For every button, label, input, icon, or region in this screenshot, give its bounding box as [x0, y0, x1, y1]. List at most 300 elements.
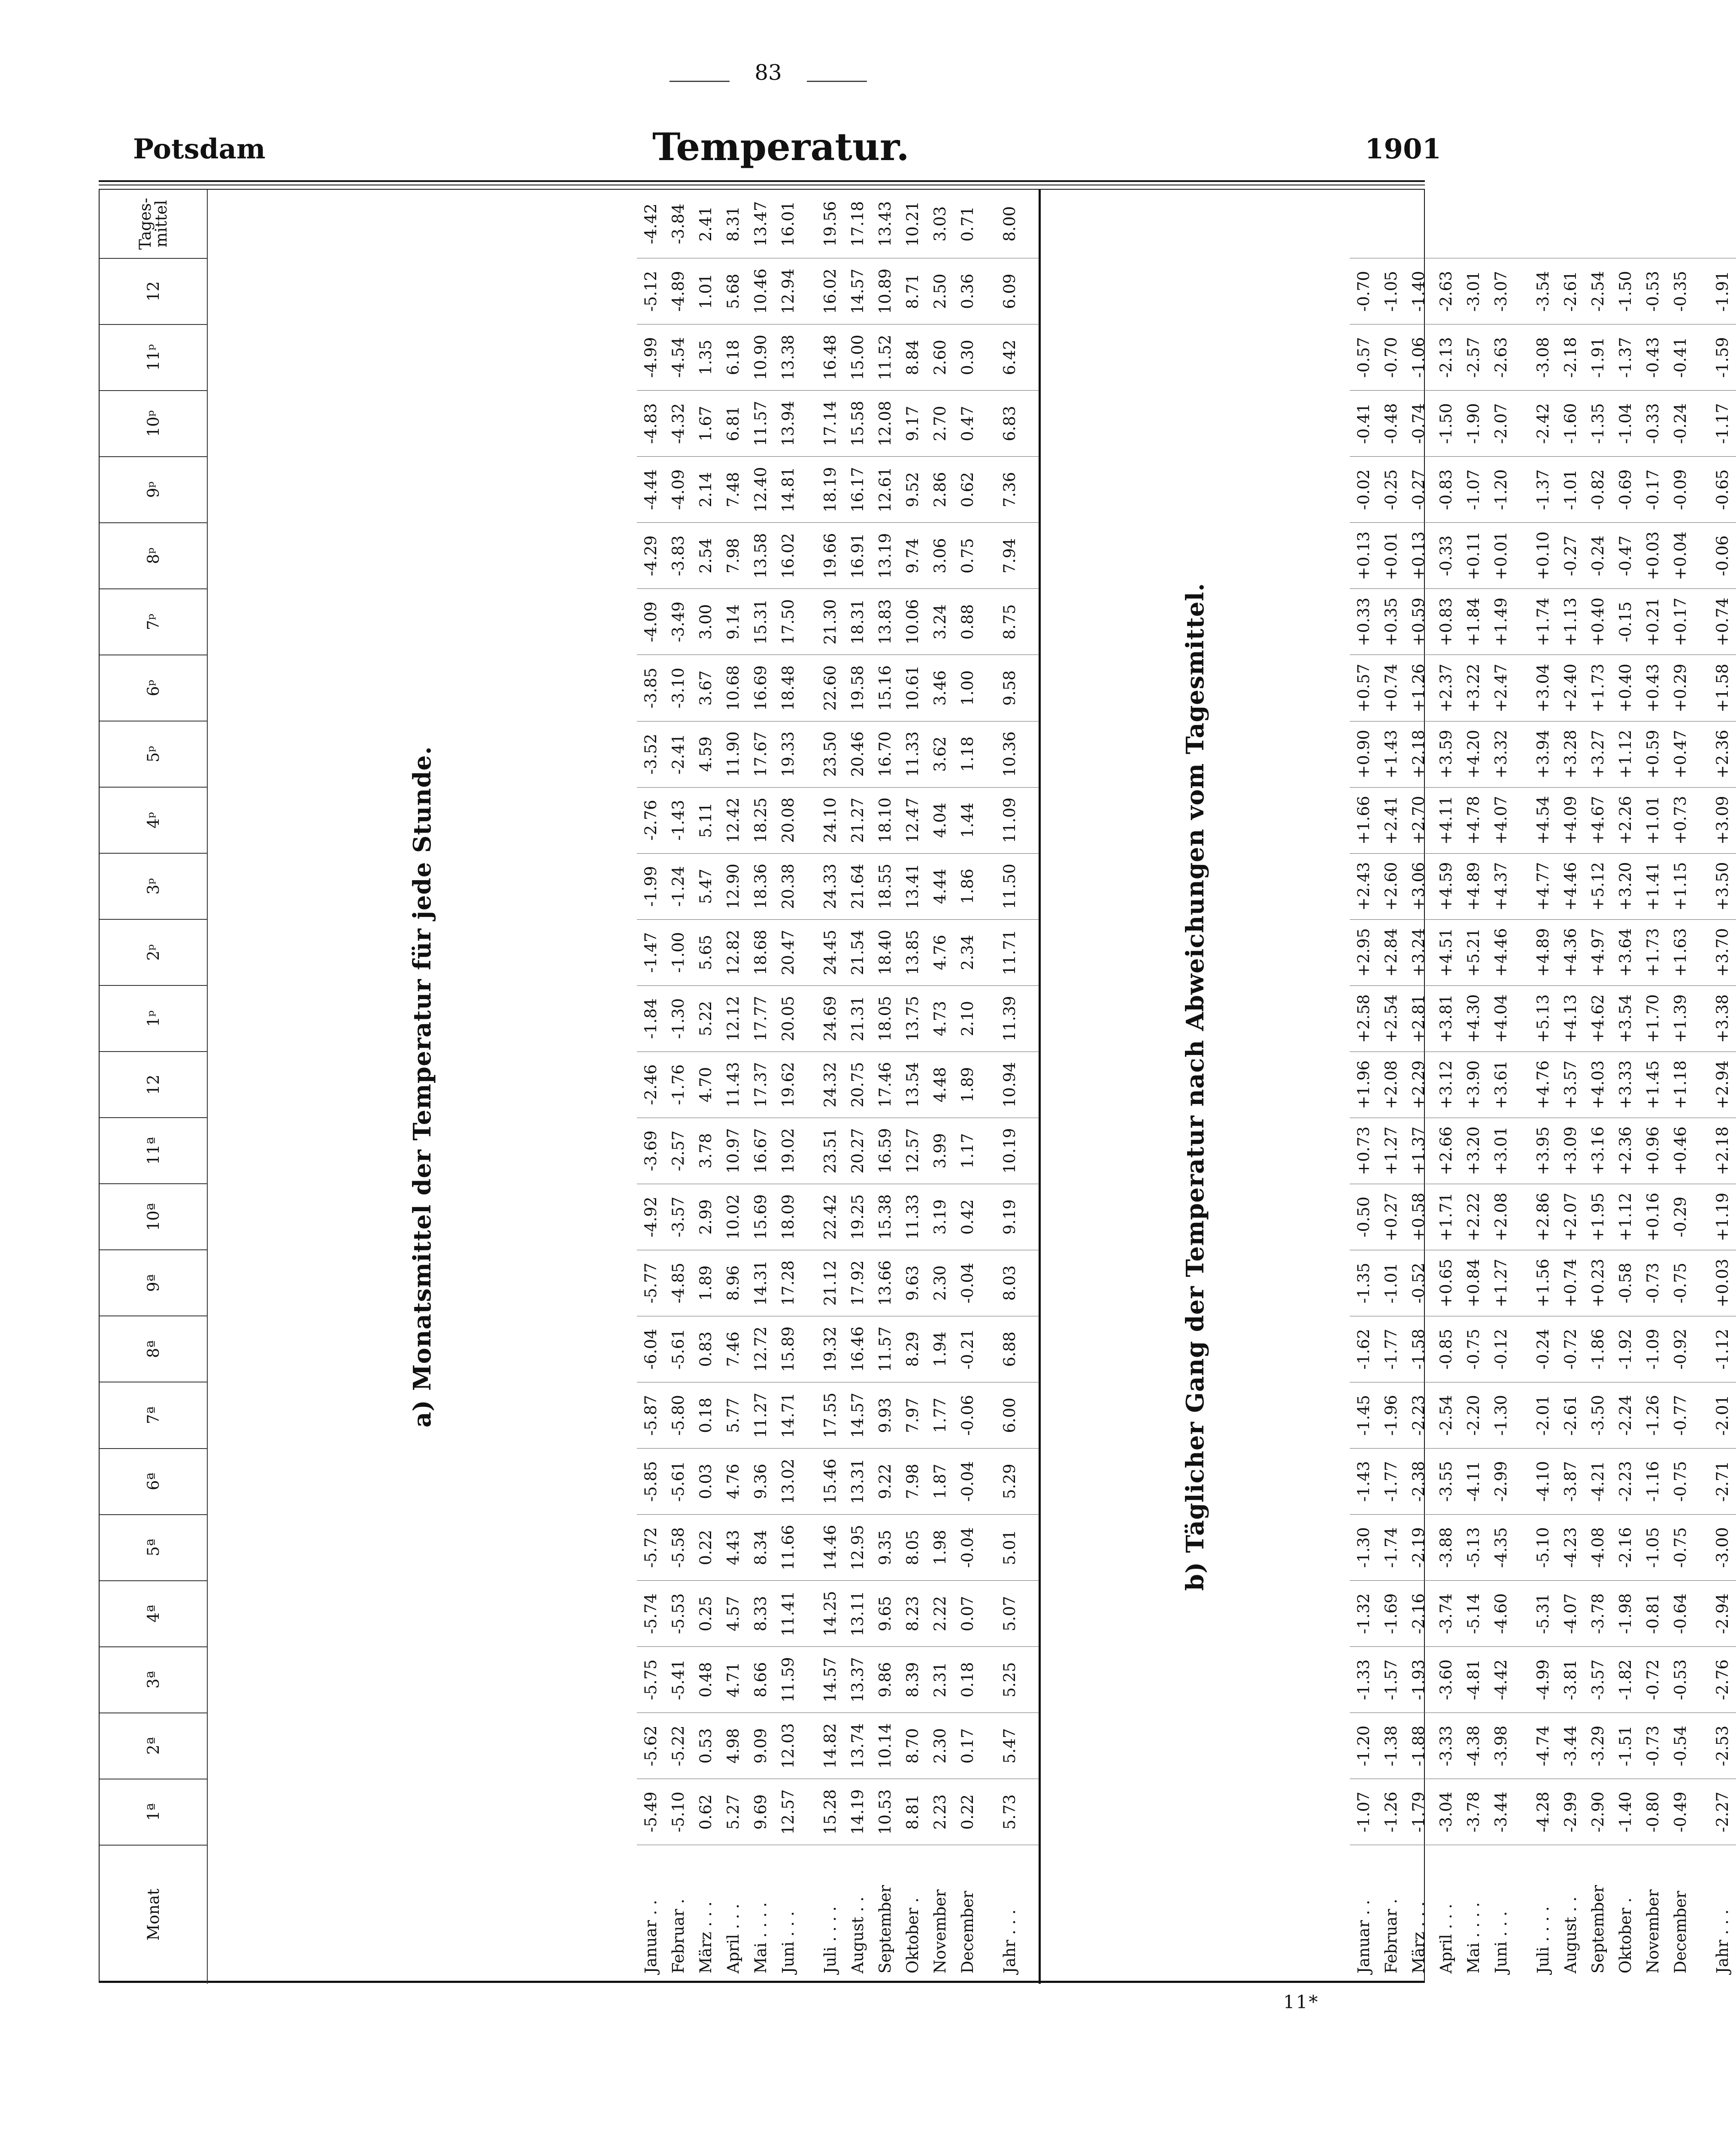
value-cell: 9.58 — [996, 655, 1023, 721]
spacer-cell — [802, 1581, 816, 1647]
value-cell: 15.58 — [844, 391, 871, 457]
value-cell: +4.54 — [1529, 787, 1557, 853]
value-cell: 11.43 — [719, 1052, 747, 1118]
table-row — [996, 190, 1023, 1984]
value-cell: +0.90 — [1350, 721, 1377, 787]
value-cell: 1.44 — [954, 787, 981, 853]
spacer-cell — [802, 1647, 816, 1713]
column-header-month: Monat — [100, 1845, 207, 1984]
value-cell: +2.36 — [1612, 1118, 1639, 1184]
spacer-cell — [981, 1449, 996, 1515]
value-cell: +3.22 — [1460, 655, 1487, 721]
spacer-cell — [981, 1581, 996, 1647]
spacer-cell — [1515, 1647, 1529, 1713]
value-cell: 9.17 — [899, 391, 926, 457]
value-cell: +3.16 — [1584, 1118, 1612, 1184]
value-cell: +1.70 — [1639, 985, 1666, 1052]
value-cell: -0.24 — [1584, 523, 1612, 589]
value-cell: 3.00 — [692, 589, 719, 655]
value-cell: +1.19 — [1709, 1184, 1736, 1250]
value-cell: -3.88 — [1432, 1515, 1460, 1581]
value-cell: 11.66 — [774, 1515, 802, 1581]
value-cell: 3.67 — [692, 655, 719, 721]
value-cell: 20.75 — [844, 1052, 871, 1118]
value-cell: -5.58 — [664, 1515, 692, 1581]
value-cell: -0.77 — [1666, 1382, 1694, 1448]
value-cell: -3.84 — [664, 190, 692, 258]
column-header-daily-mean: Tages-mittel — [100, 190, 207, 258]
value-cell: -2.42 — [1529, 391, 1557, 457]
value-cell: +5.12 — [1584, 853, 1612, 919]
spacer-cell — [1023, 1382, 1040, 1448]
spacer-cell — [1694, 1118, 1709, 1184]
value-cell: -1.20 — [1487, 457, 1515, 523]
value-cell: 8.00 — [996, 190, 1023, 258]
value-cell: -0.73 — [1639, 1250, 1666, 1316]
spacer-cell — [802, 787, 816, 853]
spacer-cell — [1023, 1779, 1040, 1845]
value-cell: +1.13 — [1557, 589, 1584, 655]
table-row — [1557, 190, 1584, 1984]
value-cell: 1.98 — [926, 1515, 954, 1581]
value-cell: +0.23 — [1584, 1250, 1612, 1316]
value-cell: -1.76 — [664, 1052, 692, 1118]
value-cell: -3.83 — [664, 523, 692, 589]
value-cell: -2.90 — [1584, 1779, 1612, 1845]
value-cell: 1.67 — [692, 391, 719, 457]
value-cell: 1.86 — [954, 853, 981, 919]
value-cell: -1.59 — [1709, 324, 1736, 391]
spacer-cell — [1515, 1118, 1529, 1184]
value-cell: 4.71 — [719, 1647, 747, 1713]
value-cell: 9.19 — [996, 1184, 1023, 1250]
value-cell: -5.10 — [664, 1779, 692, 1845]
value-cell: 13.47 — [747, 190, 774, 258]
table-row — [637, 190, 664, 1984]
value-cell: 7.98 — [719, 523, 747, 589]
value-cell: -2.16 — [1405, 1581, 1432, 1647]
table-row — [719, 190, 747, 1984]
spacer-cell — [1515, 324, 1529, 391]
value-cell: +0.96 — [1639, 1118, 1666, 1184]
spacer-cell — [802, 324, 816, 391]
spacer-cell — [981, 853, 996, 919]
value-cell: -1.88 — [1405, 1713, 1432, 1779]
value-cell: 13.31 — [844, 1449, 871, 1515]
value-cell: 4.98 — [719, 1713, 747, 1779]
value-cell: +4.89 — [1529, 919, 1557, 985]
value-cell: 2.30 — [926, 1250, 954, 1316]
value-cell: 13.43 — [871, 190, 899, 258]
spacer-cell — [1515, 1449, 1529, 1515]
header-rule — [99, 180, 1425, 182]
value-cell: 5.47 — [996, 1713, 1023, 1779]
column-header-hour: 4ª — [100, 1581, 207, 1647]
value-cell: -1.93 — [1405, 1647, 1432, 1713]
value-cell: -1.26 — [1639, 1382, 1666, 1448]
spacer-cell — [1694, 190, 1709, 258]
value-cell: -2.94 — [1709, 1581, 1736, 1647]
spacer-cell — [1515, 1382, 1529, 1448]
value-cell: -4.44 — [637, 457, 664, 523]
value-cell: -1.86 — [1584, 1316, 1612, 1382]
value-cell: +4.46 — [1487, 919, 1515, 985]
value-cell: +3.27 — [1584, 721, 1612, 787]
table-row — [692, 190, 719, 1984]
value-cell: -0.15 — [1612, 589, 1639, 655]
value-cell — [1405, 190, 1432, 258]
value-cell: 6.88 — [996, 1316, 1023, 1382]
value-cell: -0.43 — [1639, 324, 1666, 391]
value-cell: -5.53 — [664, 1581, 692, 1647]
value-cell: 14.82 — [816, 1713, 844, 1779]
value-cell: 9.86 — [871, 1647, 899, 1713]
value-cell: +4.89 — [1460, 853, 1487, 919]
value-cell: 13.75 — [899, 985, 926, 1052]
spacer-cell — [1694, 258, 1709, 324]
value-cell: 11.52 — [871, 324, 899, 391]
value-cell: 4.59 — [692, 721, 719, 787]
value-cell: -1.37 — [1529, 457, 1557, 523]
value-cell: -0.06 — [1709, 523, 1736, 589]
value-cell: 4.44 — [926, 853, 954, 919]
value-cell: -2.54 — [1432, 1382, 1460, 1448]
value-cell: 2.70 — [926, 391, 954, 457]
value-cell: -5.41 — [664, 1647, 692, 1713]
value-cell: 1.18 — [954, 721, 981, 787]
value-cell: -1.12 — [1709, 1316, 1736, 1382]
value-cell: -4.09 — [637, 589, 664, 655]
value-cell: 18.40 — [871, 919, 899, 985]
value-cell: +0.29 — [1666, 655, 1694, 721]
spacer-cell — [1694, 1449, 1709, 1515]
value-cell — [1377, 190, 1405, 258]
value-cell: 7.94 — [996, 523, 1023, 589]
value-cell: -4.85 — [664, 1250, 692, 1316]
value-cell: -0.33 — [1639, 391, 1666, 457]
value-cell: 11.57 — [871, 1316, 899, 1382]
value-cell: -5.49 — [637, 1779, 664, 1845]
value-cell: -4.99 — [1529, 1647, 1557, 1713]
value-cell: +0.84 — [1460, 1250, 1487, 1316]
value-cell: -3.50 — [1584, 1382, 1612, 1448]
value-cell: 11.57 — [747, 391, 774, 457]
value-cell: 16.69 — [747, 655, 774, 721]
value-cell: 6.42 — [996, 324, 1023, 391]
value-cell: +3.90 — [1460, 1052, 1487, 1118]
value-cell: -3.55 — [1432, 1449, 1460, 1515]
spacer-cell — [1023, 787, 1040, 853]
column-header-hour: 10ᵖ — [100, 391, 207, 457]
spacer-cell — [802, 853, 816, 919]
value-cell: 21.64 — [844, 853, 871, 919]
page-number-dash-left — [670, 81, 730, 82]
value-cell: +0.58 — [1405, 1184, 1432, 1250]
value-cell: 18.68 — [747, 919, 774, 985]
month-label: Mai . . . . — [1464, 1902, 1483, 1973]
value-cell: +0.33 — [1350, 589, 1377, 655]
value-cell: 9.52 — [899, 457, 926, 523]
spacer-cell — [1515, 391, 1529, 457]
spacer-cell — [981, 1647, 996, 1713]
spacer-cell — [981, 1382, 996, 1448]
value-cell: 17.18 — [844, 190, 871, 258]
spacer-cell — [1515, 1052, 1529, 1118]
value-cell: -4.60 — [1487, 1581, 1515, 1647]
value-cell: 2.86 — [926, 457, 954, 523]
value-cell: +0.65 — [1432, 1250, 1460, 1316]
value-cell: 19.25 — [844, 1184, 871, 1250]
value-cell: 16.67 — [747, 1118, 774, 1184]
value-cell: +4.09 — [1557, 787, 1584, 853]
value-cell: +4.67 — [1584, 787, 1612, 853]
spacer-cell — [981, 655, 996, 721]
value-cell: -4.83 — [637, 391, 664, 457]
value-cell: 13.37 — [844, 1647, 871, 1713]
spacer-cell — [1515, 258, 1529, 324]
value-cell: 15.28 — [816, 1779, 844, 1845]
column-header-hour: 12 — [100, 1052, 207, 1118]
value-cell: +1.37 — [1405, 1118, 1432, 1184]
value-cell: +0.83 — [1432, 589, 1460, 655]
value-cell — [1460, 190, 1487, 258]
section-b-title-row — [1040, 190, 1350, 1984]
value-cell: 12.42 — [719, 787, 747, 853]
value-cell: 2.41 — [692, 190, 719, 258]
value-cell: +2.43 — [1350, 853, 1377, 919]
value-cell: 21.30 — [816, 589, 844, 655]
value-cell: +4.97 — [1584, 919, 1612, 985]
spacer-cell — [1694, 1382, 1709, 1448]
value-cell: 5.29 — [996, 1449, 1023, 1515]
value-cell: +3.09 — [1557, 1118, 1584, 1184]
value-cell: +2.18 — [1405, 721, 1432, 787]
month-label: März . . . — [696, 1901, 715, 1973]
value-cell: 12.94 — [774, 258, 802, 324]
spacer-cell — [1023, 1845, 1040, 1984]
value-cell: 6.83 — [996, 391, 1023, 457]
value-cell: 14.57 — [844, 1382, 871, 1448]
value-cell: 15.46 — [816, 1449, 844, 1515]
month-label: Mai . . . . — [751, 1902, 770, 1973]
value-cell: -1.82 — [1612, 1647, 1639, 1713]
spacer-cell — [1694, 523, 1709, 589]
value-cell: -3.07 — [1487, 258, 1515, 324]
spacer-cell — [802, 1316, 816, 1382]
value-cell: -2.27 — [1709, 1779, 1736, 1845]
value-cell: 18.55 — [871, 853, 899, 919]
value-cell: 0.42 — [954, 1184, 981, 1250]
value-cell: +0.57 — [1350, 655, 1377, 721]
value-cell: 23.51 — [816, 1118, 844, 1184]
value-cell: -1.43 — [664, 787, 692, 853]
value-cell: 18.05 — [871, 985, 899, 1052]
value-cell: -1.45 — [1350, 1382, 1377, 1448]
value-cell: -1.33 — [1350, 1647, 1377, 1713]
value-cell: +3.20 — [1612, 853, 1639, 919]
table-row — [926, 190, 954, 1984]
value-cell: 9.36 — [747, 1449, 774, 1515]
spacer-row — [802, 190, 816, 1984]
value-cell: -1.57 — [1377, 1647, 1405, 1713]
table-row — [1709, 190, 1736, 1984]
value-cell: 6.09 — [996, 258, 1023, 324]
spacer-cell — [1694, 1515, 1709, 1581]
value-cell: -0.75 — [1666, 1250, 1694, 1316]
spacer-cell — [1023, 258, 1040, 324]
value-cell: 0.22 — [692, 1515, 719, 1581]
value-cell: +4.13 — [1557, 985, 1584, 1052]
spacer-cell — [1023, 1184, 1040, 1250]
value-cell: 6.81 — [719, 391, 747, 457]
value-cell: +0.10 — [1529, 523, 1557, 589]
value-cell: 19.62 — [774, 1052, 802, 1118]
value-cell: 9.63 — [899, 1250, 926, 1316]
value-cell: -2.76 — [637, 787, 664, 853]
value-cell: +0.04 — [1666, 523, 1694, 589]
month-label: December — [958, 1891, 977, 1973]
value-cell: +0.40 — [1612, 655, 1639, 721]
value-cell: +3.12 — [1432, 1052, 1460, 1118]
value-cell: -1.35 — [1584, 391, 1612, 457]
value-cell: 0.17 — [954, 1713, 981, 1779]
value-cell: +0.21 — [1639, 589, 1666, 655]
value-cell: +2.41 — [1377, 787, 1405, 853]
rotated-table-container — [100, 190, 1732, 1984]
month-label: Januar . . — [641, 1900, 660, 1973]
value-cell: -3.57 — [1584, 1647, 1612, 1713]
column-header-hour: 10ª — [100, 1184, 207, 1250]
value-cell: -0.24 — [1666, 391, 1694, 457]
value-cell: 0.88 — [954, 589, 981, 655]
column-header-hour: 3ª — [100, 1647, 207, 1713]
value-cell: +3.95 — [1529, 1118, 1557, 1184]
column-header-hour: 6ᵖ — [100, 655, 207, 721]
spacer-cell — [981, 324, 996, 391]
value-cell: 3.24 — [926, 589, 954, 655]
value-cell: -0.27 — [1405, 457, 1432, 523]
month-label: Februar . — [1382, 1898, 1400, 1973]
value-cell: -0.75 — [1666, 1515, 1694, 1581]
value-cell: -0.81 — [1639, 1581, 1666, 1647]
value-cell: -0.54 — [1666, 1713, 1694, 1779]
value-cell: -3.04 — [1432, 1779, 1460, 1845]
value-cell: -0.75 — [1666, 1449, 1694, 1515]
value-cell: 24.45 — [816, 919, 844, 985]
value-cell: -4.81 — [1460, 1647, 1487, 1713]
spacer-cell — [1023, 1449, 1040, 1515]
value-cell: -0.49 — [1666, 1779, 1694, 1845]
value-cell: +0.03 — [1639, 523, 1666, 589]
value-cell: -4.10 — [1529, 1449, 1557, 1515]
table-row — [1612, 190, 1639, 1984]
column-header-hour: 2ᵖ — [100, 919, 207, 985]
value-cell: 1.01 — [692, 258, 719, 324]
value-cell: +1.71 — [1432, 1184, 1460, 1250]
table-row — [1460, 190, 1487, 1984]
value-cell: 13.58 — [747, 523, 774, 589]
value-cell — [1487, 190, 1515, 258]
spacer-cell — [802, 985, 816, 1052]
value-cell: -0.09 — [1666, 457, 1694, 523]
spacer-cell — [981, 457, 996, 523]
value-cell: 0.03 — [692, 1449, 719, 1515]
value-cell: 2.30 — [926, 1713, 954, 1779]
spacer-cell — [802, 1713, 816, 1779]
value-cell: +2.84 — [1377, 919, 1405, 985]
value-cell — [1709, 190, 1736, 258]
value-cell: 5.27 — [719, 1779, 747, 1845]
spacer-cell — [1023, 1118, 1040, 1184]
value-cell: 4.04 — [926, 787, 954, 853]
column-header-hour: 11ᵖ — [100, 324, 207, 391]
value-cell: -0.82 — [1584, 457, 1612, 523]
spacer-cell — [1515, 985, 1529, 1052]
spacer-cell — [1515, 655, 1529, 721]
table-row — [954, 190, 981, 1984]
spacer-cell — [802, 391, 816, 457]
spacer-cell — [1694, 721, 1709, 787]
spacer-cell — [1023, 1515, 1040, 1581]
value-cell: -0.48 — [1377, 391, 1405, 457]
value-cell: -1.06 — [1405, 324, 1432, 391]
value-cell: -1.30 — [664, 985, 692, 1052]
value-cell: +0.11 — [1460, 523, 1487, 589]
value-cell: -2.61 — [1557, 1382, 1584, 1448]
spacer-cell — [802, 655, 816, 721]
value-cell: 8.23 — [899, 1581, 926, 1647]
value-cell: 12.08 — [871, 391, 899, 457]
value-cell: -1.07 — [1460, 457, 1487, 523]
value-cell: -5.14 — [1460, 1581, 1487, 1647]
value-cell: -3.52 — [637, 721, 664, 787]
table-row — [816, 190, 844, 1984]
value-cell: -1.43 — [1350, 1449, 1377, 1515]
value-cell: +4.36 — [1557, 919, 1584, 985]
value-cell: +1.26 — [1405, 655, 1432, 721]
month-label: Oktober . — [1616, 1897, 1635, 1973]
table-row — [664, 190, 692, 1984]
value-cell: +2.22 — [1460, 1184, 1487, 1250]
value-cell: +3.50 — [1709, 853, 1736, 919]
value-cell: 12.40 — [747, 457, 774, 523]
value-cell: 20.05 — [774, 985, 802, 1052]
value-cell: 10.90 — [747, 324, 774, 391]
value-cell: 12.57 — [774, 1779, 802, 1845]
spacer-cell — [1694, 1845, 1709, 1984]
value-cell: 18.36 — [747, 853, 774, 919]
value-cell: 9.09 — [747, 1713, 774, 1779]
column-header-hour: 4ᵖ — [100, 787, 207, 853]
value-cell: 9.74 — [899, 523, 926, 589]
value-cell: -3.33 — [1432, 1713, 1460, 1779]
value-cell: 0.62 — [692, 1779, 719, 1845]
value-cell: -3.10 — [664, 655, 692, 721]
spacer-cell — [1694, 1779, 1709, 1845]
value-cell: 13.85 — [899, 919, 926, 985]
value-cell: -5.74 — [637, 1581, 664, 1647]
value-cell: 14.46 — [816, 1515, 844, 1581]
month-label: Juni . . . — [779, 1911, 797, 1973]
value-cell: 1.17 — [954, 1118, 981, 1184]
value-cell: +1.15 — [1666, 853, 1694, 919]
value-cell: 10.53 — [871, 1779, 899, 1845]
spacer-cell — [1023, 391, 1040, 457]
value-cell: -3.74 — [1432, 1581, 1460, 1647]
value-cell: +0.01 — [1487, 523, 1515, 589]
value-cell: 21.54 — [844, 919, 871, 985]
value-cell: -3.57 — [664, 1184, 692, 1250]
